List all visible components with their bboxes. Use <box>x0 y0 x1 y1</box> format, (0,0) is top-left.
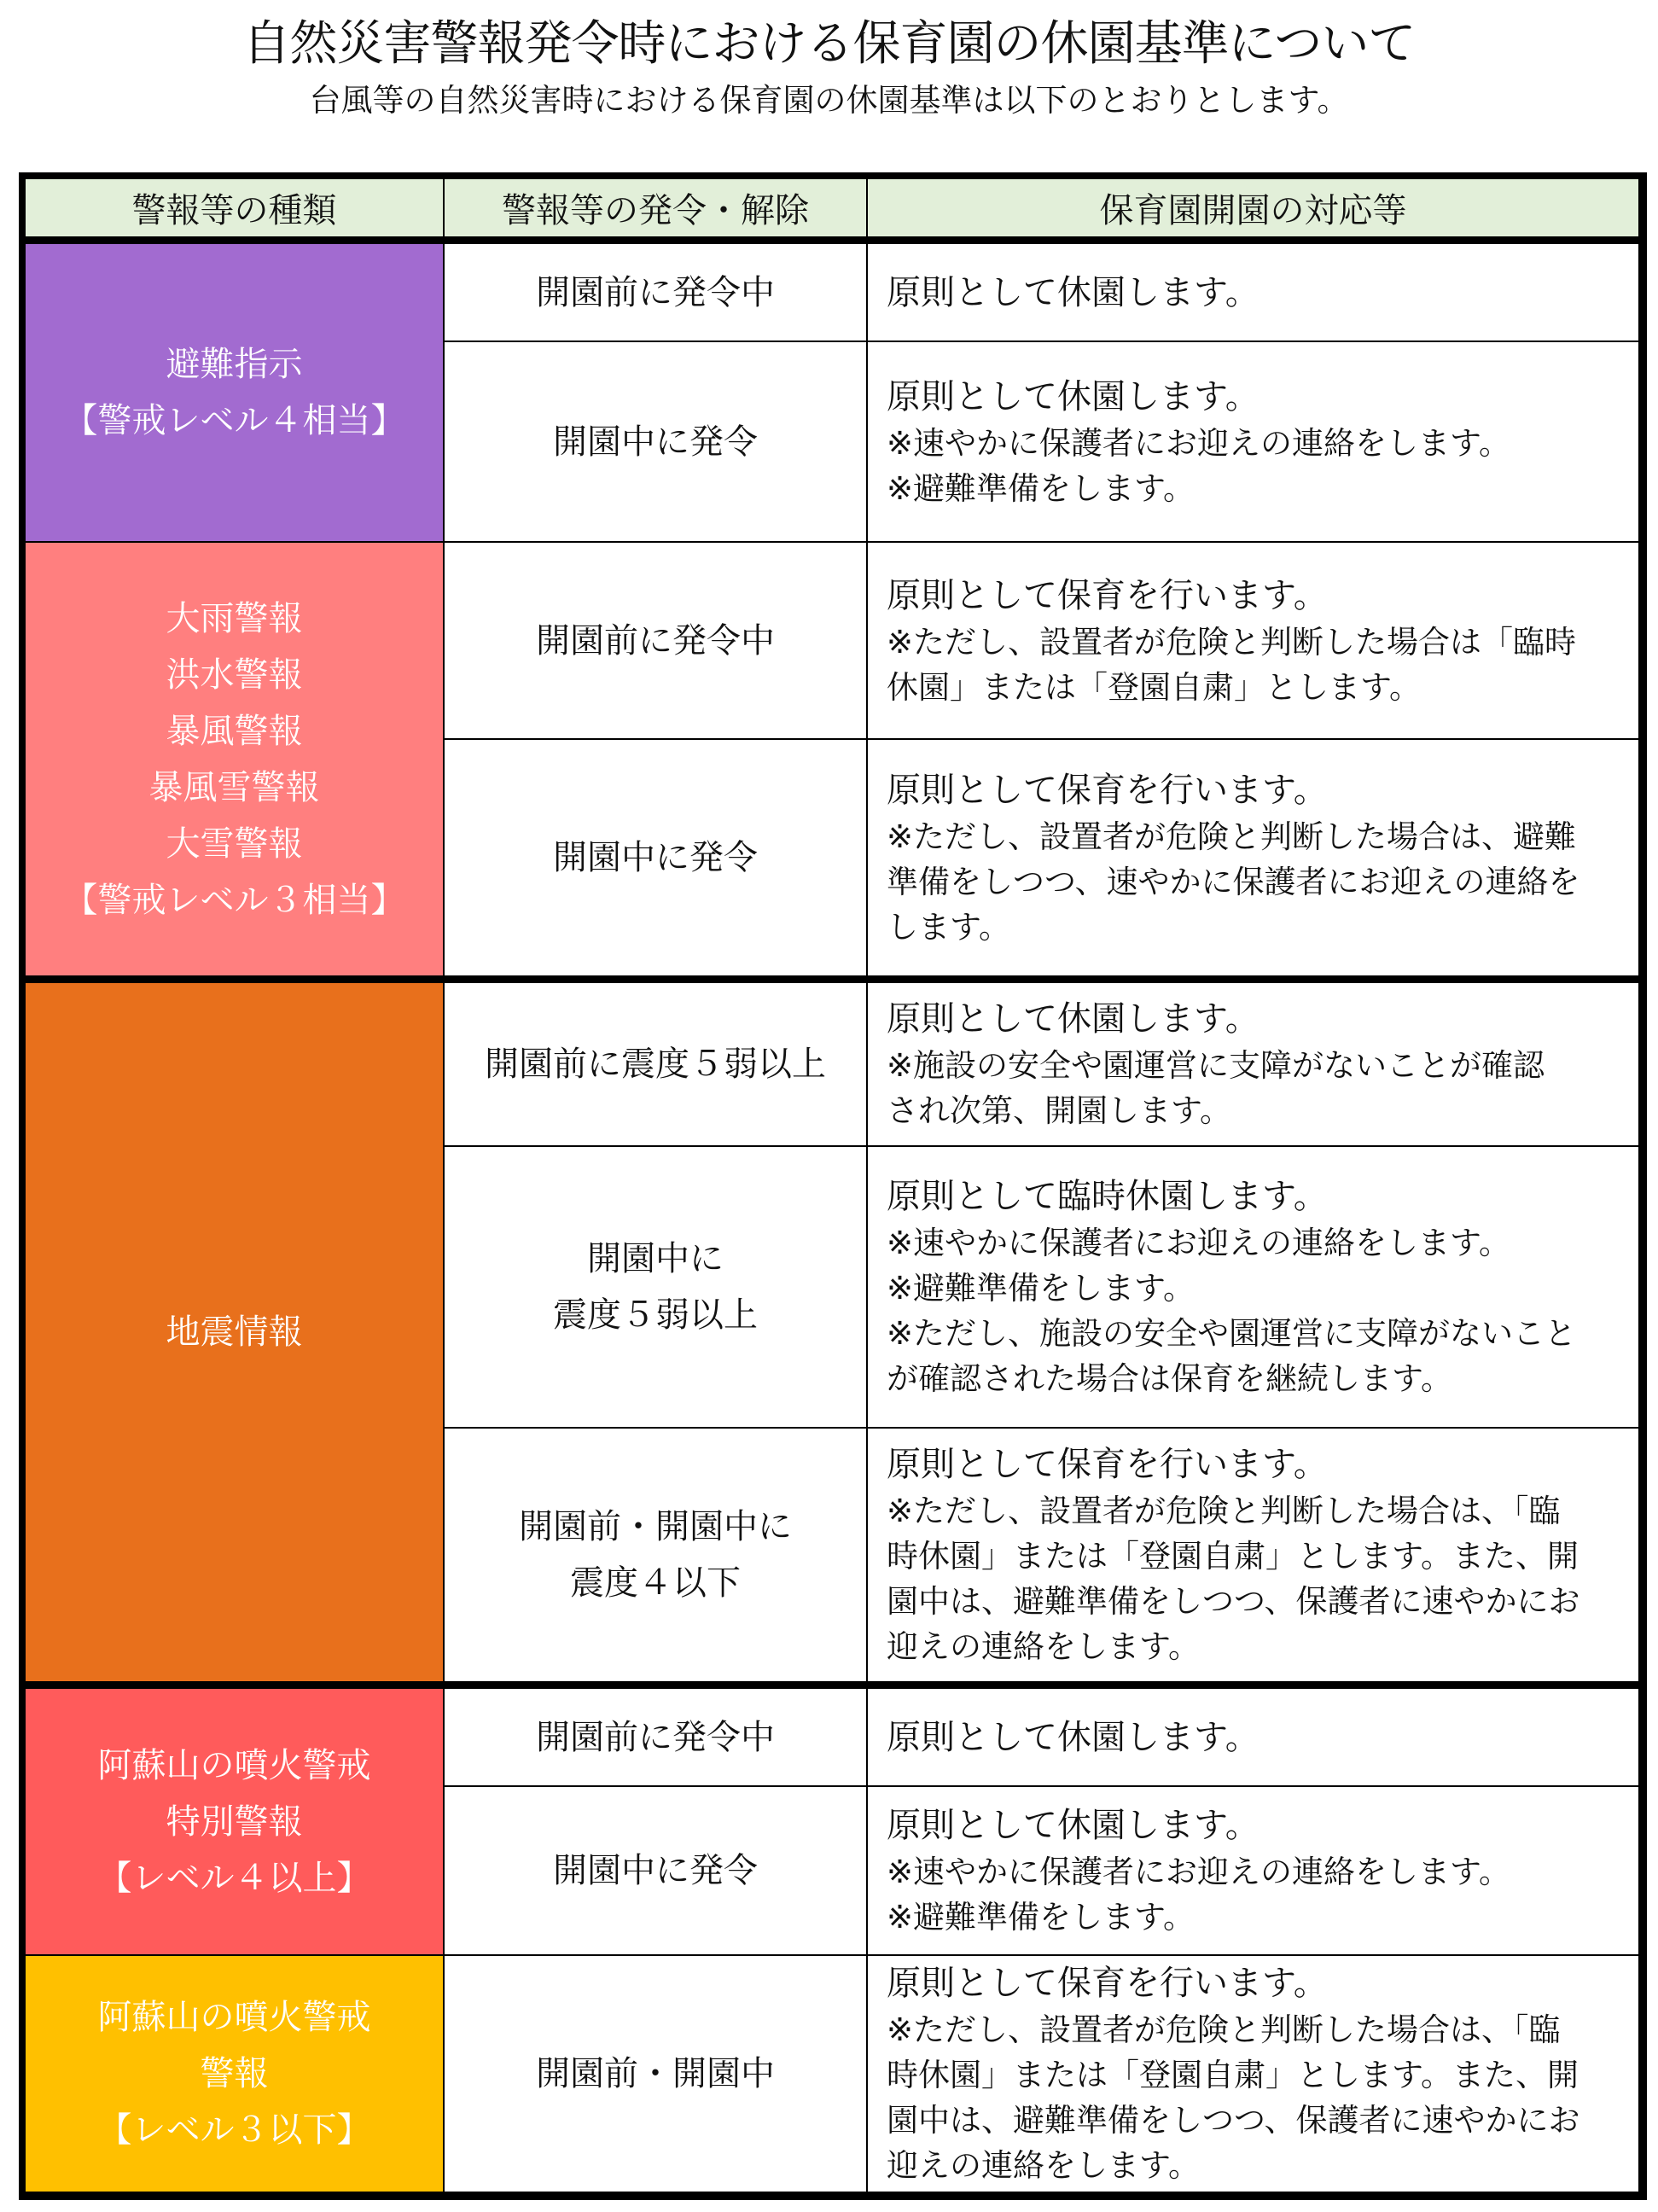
category-line: 阿蘇山の噴火警戒 <box>97 1998 371 2037</box>
category-weather-warnings <box>26 543 443 975</box>
header-issue-release <box>445 179 866 236</box>
response-note: が確認された場合は保育を継続します。 <box>887 1360 1453 1397</box>
header-label: 警報等の発令・解除 <box>502 191 809 230</box>
condition-line: 開園中に発令 <box>553 1851 758 1890</box>
category-line: 【レベル３以下】 <box>97 2110 371 2150</box>
category-aso-warning <box>26 1956 443 2192</box>
response-main: 原則として休園します。 <box>887 1806 1259 1845</box>
response-main: 原則として保育を行います。 <box>887 575 1328 615</box>
condition-line: 開園前に発令中 <box>536 272 775 312</box>
response-note: ※避難準備をします。 <box>887 1270 1196 1307</box>
response-note: 迎えの連絡をします。 <box>887 2147 1201 2184</box>
response-note: 時休園」または「登園自粛」とします。また、開 <box>887 1538 1579 1575</box>
condition-line: 開園前に発令中 <box>536 1717 775 1757</box>
response-cell <box>868 1147 1638 1427</box>
response-cell <box>868 1429 1638 1681</box>
page-subtitle: 台風等の自然災害時における保育園の休園基準は以下のとおりとします。 <box>309 82 1349 119</box>
category-line: 大雨警報 <box>166 598 303 638</box>
response-cell <box>868 244 1638 341</box>
condition-line: 開園中に発令 <box>553 422 758 462</box>
response-note: ※施設の安全や園運営に支障がないことが確認 <box>887 1047 1545 1084</box>
condition-cell <box>445 244 866 341</box>
category-line: 避難指示 <box>166 345 303 384</box>
category-line: 暴風警報 <box>166 711 303 751</box>
response-note: され次第、開園します。 <box>887 1092 1232 1129</box>
response-main: 原則として休園します。 <box>887 272 1259 312</box>
response-main: 原則として休園します。 <box>887 999 1259 1039</box>
condition-cell <box>445 1956 866 2192</box>
response-note: 準備をしつつ、速やかに保護者にお迎えの連絡を <box>887 863 1580 900</box>
condition-line: 開園前に発令中 <box>536 620 775 661</box>
condition-line: 開園前に震度５弱以上 <box>485 1045 826 1084</box>
condition-line: 震度４以下 <box>570 1563 741 1603</box>
response-main: 原則として保育を行います。 <box>887 1445 1328 1484</box>
category-line: 阿蘇山の噴火警戒 <box>97 1745 371 1785</box>
header-label: 警報等の種類 <box>131 191 337 230</box>
response-note: ※速やかに保護者にお迎えの連絡をします。 <box>887 1225 1511 1261</box>
condition-line: 開園前・開園中に <box>519 1507 792 1546</box>
response-main: 原則として保育を行います。 <box>887 770 1328 810</box>
closure-criteria-table <box>19 172 1647 2200</box>
condition-cell <box>445 342 866 541</box>
response-note: ※避難準備をします。 <box>887 469 1196 507</box>
response-note: ※ただし、設置者が危険と判断した場合は、「臨 <box>887 1493 1561 1529</box>
response-cell <box>868 740 1638 975</box>
condition-line: 開園中に発令 <box>553 838 758 877</box>
response-note: 迎えの連絡をします。 <box>887 1628 1201 1665</box>
response-cell <box>868 342 1638 541</box>
response-note: します。 <box>887 908 1011 946</box>
response-note: ※ただし、設置者が危険と判断した場合は、避難 <box>887 818 1577 855</box>
header-alert-type <box>26 179 443 236</box>
condition-cell <box>445 1429 866 1681</box>
response-note: ※避難準備をします。 <box>887 1899 1196 1936</box>
response-cell <box>868 1689 1638 1785</box>
condition-line: 開園中に <box>587 1239 724 1278</box>
condition-line: 開園前・開園中 <box>536 2054 775 2093</box>
category-line: 警報 <box>200 2054 269 2093</box>
header-label: 保育園開園の対応等 <box>1099 191 1407 230</box>
category-line: 地震情報 <box>166 1313 303 1352</box>
response-main: 原則として休園します。 <box>887 1717 1259 1757</box>
response-main: 原則として保育を行います。 <box>887 1964 1328 2003</box>
response-cell <box>868 543 1638 738</box>
condition-cell <box>445 543 866 738</box>
response-note: 園中は、避難準備をしつつ、保護者に速やかにお <box>887 2102 1580 2139</box>
category-aso-special-warning <box>26 1689 443 1954</box>
response-main: 原則として臨時休園します。 <box>887 1177 1328 1216</box>
response-note: 休園」または「登園自粛」とします。 <box>887 668 1422 706</box>
category-earthquake-info <box>26 983 443 1681</box>
condition-cell <box>445 1689 866 1785</box>
response-note: ※ただし、設置者が危険と判断した場合は、「臨 <box>887 2011 1561 2048</box>
category-line: 【警戒レベル３相当】 <box>63 880 405 920</box>
response-note: 園中は、避難準備をしつつ、保護者に速やかにお <box>887 1583 1580 1620</box>
condition-line: 震度５弱以上 <box>553 1295 758 1335</box>
response-main: 原則として休園します。 <box>887 376 1259 416</box>
response-note: 時休園」または「登園自粛」とします。また、開 <box>887 2057 1579 2093</box>
response-note: ※速やかに保護者にお迎えの連絡をします。 <box>887 1854 1511 1890</box>
condition-cell <box>445 983 866 1145</box>
category-line: 特別警報 <box>166 1802 303 1842</box>
category-line: 洪水警報 <box>166 655 303 695</box>
response-cell <box>868 983 1638 1145</box>
condition-cell <box>445 740 866 975</box>
response-cell <box>868 1787 1638 1954</box>
category-line: 【警戒レベル４相当】 <box>63 401 405 440</box>
response-note: ※速やかに保護者にお迎えの連絡をします。 <box>887 424 1511 462</box>
category-line: 暴風雪警報 <box>148 767 320 807</box>
category-line: 大雪警報 <box>166 824 303 864</box>
response-note: ※ただし、設置者が危険と判断した場合は「臨時 <box>887 623 1577 661</box>
response-note: ※ただし、施設の安全や園運営に支障がないこと <box>887 1315 1577 1352</box>
condition-cell <box>445 1147 866 1427</box>
header-nursery-response <box>868 179 1638 236</box>
category-line: 【レベル４以上】 <box>97 1858 371 1898</box>
response-cell <box>868 1956 1638 2192</box>
page-title: 自然災害警報発令時における保育園の休園基準について <box>242 16 1416 72</box>
category-evacuation-order <box>26 244 443 541</box>
condition-cell <box>445 1787 866 1954</box>
